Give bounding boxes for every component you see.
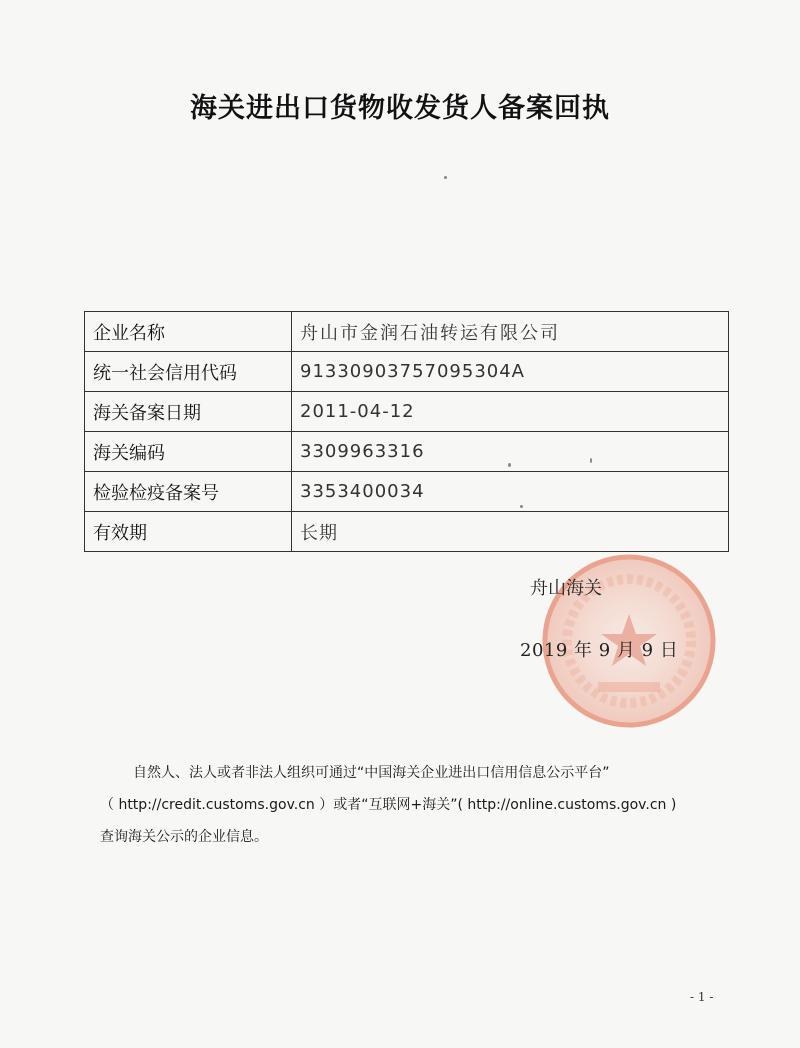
scan-speck [590, 458, 592, 463]
table-row [85, 352, 729, 392]
registration-date-value: 2011-04-12 [292, 392, 729, 432]
notice-line-1: 自然人、法人或者非法人组织可通过“中国海关企业进出口信用信息公示平台” [133, 765, 610, 781]
customs-code-label: 海关编码 [85, 432, 292, 472]
company-name-label: 企业名称 [85, 312, 292, 352]
notice-line-3: 查询海关公示的企业信息。 [100, 829, 268, 845]
notice-paragraph [100, 757, 730, 853]
scan-speck [508, 463, 511, 467]
table-row [85, 472, 729, 512]
record-table [84, 311, 729, 552]
validity-value: 长期 [292, 512, 729, 552]
table-row [85, 312, 729, 352]
credit-code-label: 统一社会信用代码 [85, 352, 292, 392]
issuer-name: 舟山海关 [530, 578, 602, 599]
issue-date: 2019 年 9 月 9 日 [520, 640, 679, 661]
page-number: - 1 - [690, 990, 714, 1004]
table-row [85, 512, 729, 552]
company-name-value: 舟山市金润石油转运有限公司 [292, 312, 729, 352]
table-row [85, 392, 729, 432]
registration-date-label: 海关备案日期 [85, 392, 292, 432]
inspection-number-label: 检验检疫备案号 [85, 472, 292, 512]
inspection-number-value: 3353400034 [292, 472, 729, 512]
page-title: 海关进出口货物收发货人备案回执 [190, 93, 610, 124]
credit-code-value: 91330903757095304A [292, 352, 729, 392]
validity-label: 有效期 [85, 512, 292, 552]
scan-speck [520, 505, 523, 508]
customs-code-value: 3309963316 [292, 432, 729, 472]
table-row [85, 432, 729, 472]
scan-speck [444, 176, 447, 179]
notice-line-2: （ http://credit.customs.gov.cn ）或者“互联网+海关”( http://online.customs.gov.cn ) [100, 797, 677, 813]
